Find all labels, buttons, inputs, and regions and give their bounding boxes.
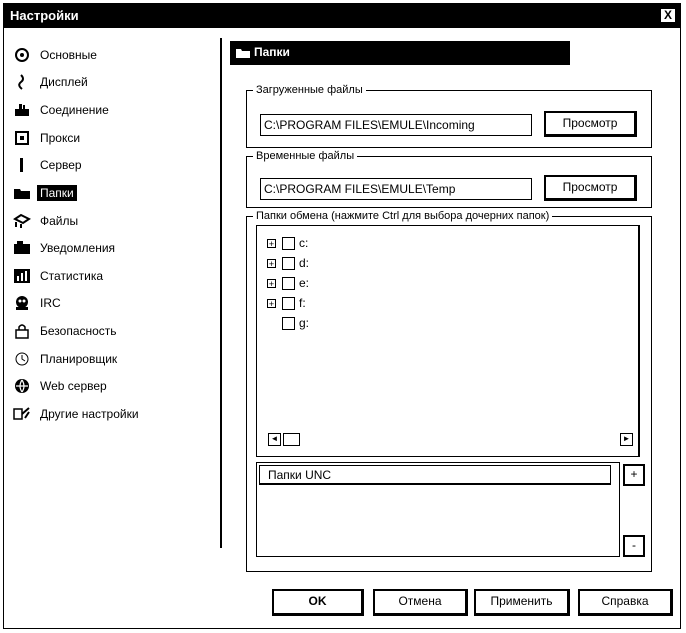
drive-label: d: [299, 256, 310, 270]
sidebar-item-label: Основные [40, 48, 97, 62]
panel-title: Папки [254, 45, 290, 59]
tree-row-drive-c [267, 234, 308, 252]
sidebar-item-folders[interactable] [12, 182, 77, 204]
arrow-left-icon: ◄ [270, 434, 279, 443]
display-icon [12, 73, 32, 91]
add-unc-button[interactable] [623, 464, 645, 486]
connection-icon [12, 101, 32, 119]
scroll-right-button[interactable] [620, 433, 633, 446]
notification-icon [12, 239, 32, 257]
cancel-button[interactable]: Отмена [373, 589, 468, 616]
temp-path-field[interactable]: C:\PROGRAM FILES\EMULE\Temp [260, 178, 532, 200]
horizontal-scrollbar-thumb[interactable] [283, 433, 300, 446]
tree-row-drive-e [267, 274, 309, 292]
sidebar-item-label: Папки [37, 185, 77, 201]
window-title: Настройки [10, 8, 79, 23]
close-button[interactable] [660, 8, 676, 23]
statistics-icon [12, 267, 32, 285]
expand-icon[interactable]: + [268, 298, 275, 309]
drive-c-checkbox[interactable] [282, 237, 295, 250]
gear-icon [12, 46, 32, 64]
tree-row-drive-f [267, 294, 306, 312]
sidebar-item-general[interactable] [12, 44, 100, 66]
sidebar-item-label: Уведомления [40, 241, 116, 255]
incoming-group [246, 84, 652, 148]
drive-d-checkbox[interactable] [282, 257, 295, 270]
close-icon: X [663, 8, 672, 22]
unc-column-header[interactable]: Папки UNC [259, 465, 611, 485]
sidebar-item-label: Web сервер [40, 379, 107, 393]
sidebar-item-label: Файлы [40, 214, 79, 228]
ok-button[interactable]: OK [272, 589, 364, 616]
sidebar-item-label: Статистика [40, 269, 104, 283]
irc-icon [12, 294, 32, 312]
expand-icon[interactable]: + [268, 278, 275, 289]
sidebar-item-statistics[interactable] [12, 265, 106, 287]
sidebar-item-label: Сервер [40, 158, 82, 172]
server-icon [12, 156, 32, 174]
title-bar [4, 4, 680, 28]
folder-icon [235, 46, 251, 63]
sidebar-item-files[interactable] [12, 210, 81, 232]
sidebar-item-proxy[interactable] [12, 127, 83, 149]
incoming-legend: Загруженные файлы [256, 84, 363, 96]
scroll-left-button[interactable] [268, 433, 281, 446]
plus-icon: + [630, 467, 638, 481]
sidebar-item-label: Планировщик [40, 352, 118, 366]
tree-row-drive-g [267, 314, 309, 332]
sidebar-item-other-settings[interactable] [12, 403, 142, 425]
sidebar-item-label: Дисплей [40, 75, 88, 89]
temp-group [246, 150, 652, 208]
temp-legend: Временные файлы [256, 150, 355, 162]
sidebar-item-label: Другие настройки [40, 407, 139, 421]
panel-header [230, 41, 570, 65]
sidebar-item-scheduler[interactable] [12, 348, 120, 370]
files-icon [12, 212, 32, 230]
shared-folders-tree[interactable] [256, 225, 640, 457]
apply-button[interactable]: Применить [474, 589, 570, 616]
temp-browse-button[interactable]: Просмотр [544, 175, 637, 201]
sidebar-item-connection[interactable] [12, 99, 112, 121]
incoming-browse-button[interactable]: Просмотр [544, 111, 637, 137]
drive-g-checkbox[interactable] [282, 317, 295, 330]
folder-icon [12, 184, 32, 202]
tree-row-drive-d [267, 254, 309, 272]
settings-sidebar [12, 38, 222, 548]
sidebar-item-label: Безопасность [40, 324, 117, 338]
security-icon [12, 322, 32, 340]
expand-icon[interactable]: + [268, 258, 275, 269]
scheduler-icon [12, 350, 32, 368]
other-settings-icon [12, 405, 32, 423]
sidebar-item-label: Соединение [40, 103, 109, 117]
unc-folders-list[interactable] [256, 462, 620, 557]
minus-icon: - [632, 538, 636, 552]
sidebar-item-display[interactable] [12, 71, 91, 93]
drive-label: f: [299, 296, 306, 310]
sidebar-item-web-server[interactable] [12, 375, 110, 397]
sidebar-item-notifications[interactable] [12, 237, 118, 259]
proxy-icon [12, 129, 32, 147]
sidebar-item-irc[interactable] [12, 292, 64, 314]
sidebar-item-server[interactable] [12, 154, 85, 176]
sidebar-item-security[interactable] [12, 320, 120, 342]
sidebar-item-label: Прокси [40, 131, 81, 145]
drive-label: e: [299, 276, 310, 290]
drive-f-checkbox[interactable] [282, 297, 295, 310]
sidebar-item-label: IRC [40, 296, 61, 310]
expand-icon[interactable]: + [268, 238, 275, 249]
arrow-right-icon: ► [622, 434, 631, 443]
help-button[interactable]: Справка [578, 589, 673, 616]
drive-e-checkbox[interactable] [282, 277, 295, 290]
remove-unc-button[interactable] [623, 535, 645, 557]
incoming-path-field[interactable]: C:\PROGRAM FILES\EMULE\Incoming [260, 114, 532, 136]
shared-legend: Папки обмена (нажмите Ctrl для выбора дочерних папок) [256, 210, 550, 222]
web-server-icon [12, 377, 32, 395]
drive-label: c: [299, 236, 309, 250]
drive-label: g: [299, 316, 310, 330]
